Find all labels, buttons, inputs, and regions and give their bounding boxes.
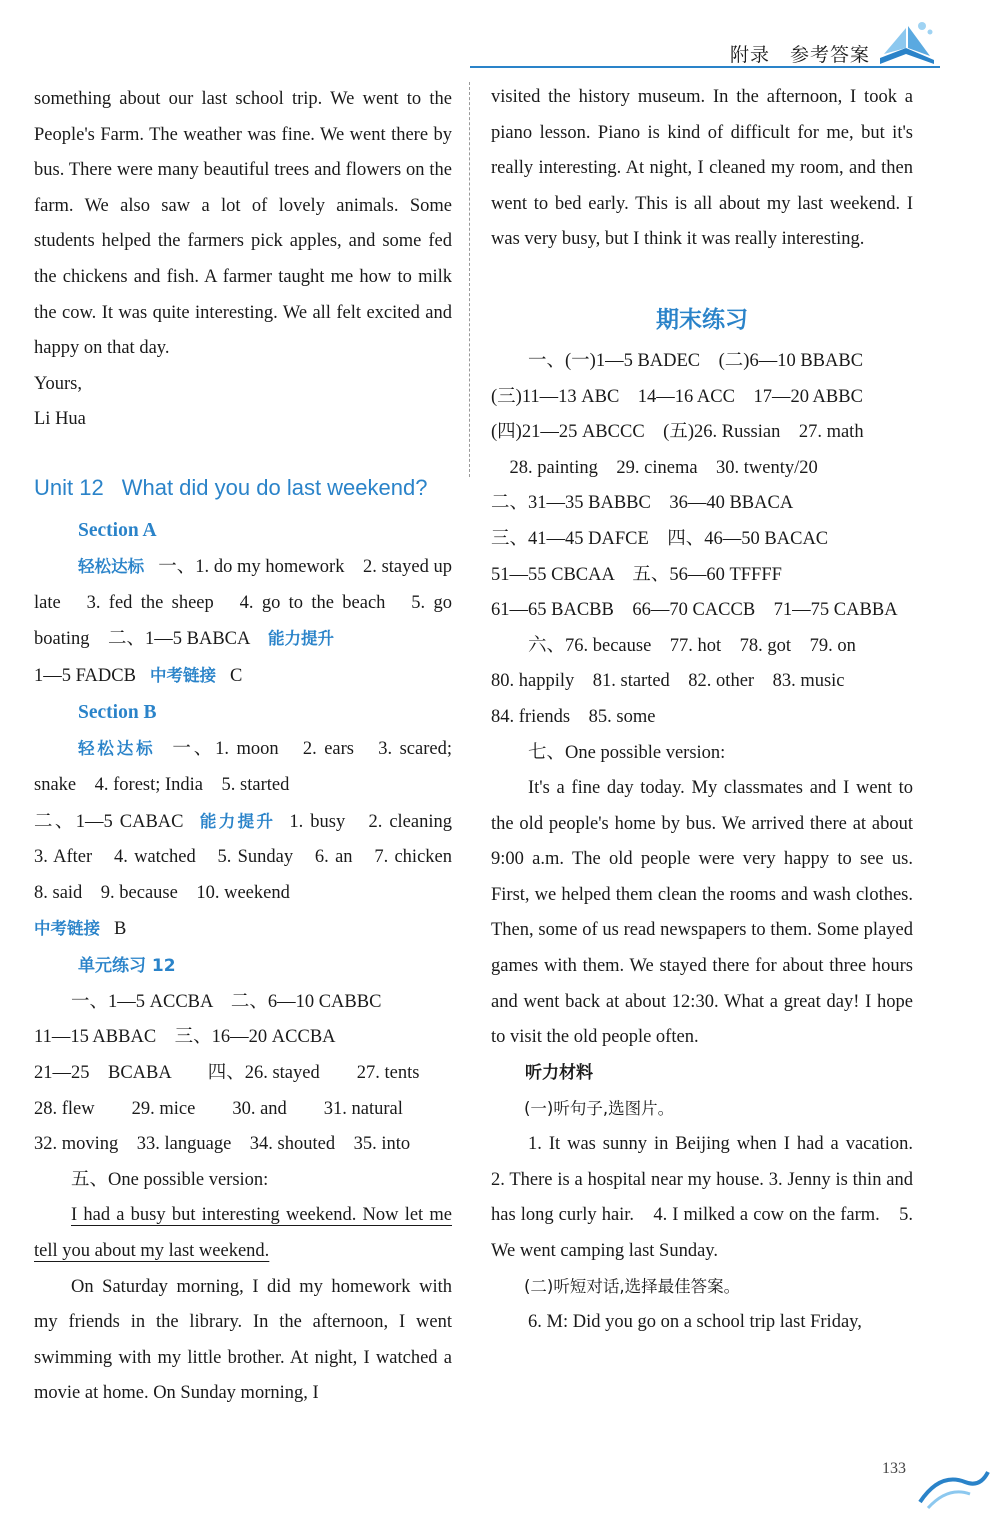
- section-a-ability-answers: 1—5 FADCB: [34, 665, 136, 686]
- final-answer-line: 80. happily 81. started 82. other 83. music: [491, 671, 845, 692]
- final-answer-line: (四)21—25 ABCCC (五)26. Russian 27. math: [491, 422, 864, 443]
- unit-title: [34, 468, 452, 508]
- page-header: [680, 18, 940, 68]
- listening-items: 1. It was sunny in Beijing when I had a vacation. 2. There is a hospital near my house. 3. Jenny is thin and has long curly hair. 4. I milked a cow on the farm. 5. We went camping last Sunday.: [491, 1134, 932, 1261]
- section-b-answers: 一、1. moon 2. ears 3. scared; snake 4. forest; India 5. started: [34, 739, 452, 795]
- tag-easy: 轻松达标: [78, 556, 145, 576]
- header-title: 附录 参考答案: [729, 44, 870, 66]
- tag-ability: 能力提升: [267, 629, 334, 649]
- essay-intro-text: I had a busy but interesting weekend. Now let me tell you about my last weekend.: [34, 1205, 452, 1262]
- essay-continuation: visited the history museum. In the afternoon, I took a piano lesson. Piano is kind of difficult for me, but it's really interesting. At night, I cleaned my room, and then went to bed early. This is all about my last weekend. I was very busy, but I think it was really interesting.: [491, 87, 913, 250]
- unit-practice-line: 11—15 ABBAC 三、16—20 ACCBA: [34, 1027, 336, 1048]
- letter-body: something about our last school trip. We went to the People's Farm. The weather was fine. We went there by bus. There were many beautiful trees and flowers on the farm. We also saw a lot of lovely animals. Some students helped the farmers pick apples, and some fed the chickens and fish. A farmer taught me how to milk the cow. It was quite interesting. We all felt excited and happy on that day.: [34, 89, 452, 359]
- section-b-exam-answer: B: [114, 919, 127, 940]
- section-a-title: Section A: [78, 519, 157, 541]
- section-a-answers: 一、1. do my homework 2. stayed up late 3. fed the sheep 4. go to the beach 5. go boating 二、1—5 BABCA: [34, 556, 452, 650]
- final-answer-line: (三)11—13 ABC 14—16 ACC 17—20 ABBC: [491, 386, 863, 407]
- section-a-line1: [34, 549, 452, 658]
- essay-label: 五、One possible version:: [71, 1169, 269, 1190]
- final-answer-line: 28. painting 29. cinema 30. twenty/20: [509, 457, 818, 478]
- essay-intro: [34, 1198, 452, 1269]
- section-b-ability-answers: 1. busy 2. cleaning 3. After 4. watched 5. Sunday 6. an 7. chicken 8. said 9. because 10. weekend: [34, 811, 471, 903]
- unit-practice-line: 28. flew 29. mice 30. and 31. natural: [34, 1098, 403, 1119]
- unit-practice-line: 32. moving 33. language 34. shouted 35. into: [34, 1134, 411, 1155]
- column-divider: [469, 82, 470, 477]
- page-number: 133: [882, 1460, 906, 1477]
- unit-number: Unit 12: [34, 474, 104, 500]
- final-answer-line: 61—65 BACBB 66—70 CACCB 71—75 CABBA: [491, 600, 898, 621]
- right-column: [491, 80, 932, 1341]
- tag-exam: 中考链接: [34, 919, 100, 939]
- listening-title: 听力材料: [525, 1062, 593, 1083]
- unit-practice-title: 单元练习 12: [78, 955, 176, 976]
- tag-exam: 中考链接: [149, 665, 216, 685]
- letter-closing: Yours,: [34, 373, 82, 394]
- final-answer-line: 一、(一)1—5 BADEC (二)6—10 BBABC: [528, 350, 864, 371]
- unit-practice-line: 一、1—5 ACCBA 二、6—10 CABBC: [71, 991, 382, 1012]
- section-a-exam-answer: C: [229, 665, 243, 686]
- left-column: [34, 82, 471, 1412]
- section-a-line3: [34, 658, 452, 695]
- section-b-line2: [34, 804, 471, 912]
- listening-part1: (一)听句子,选图片。: [524, 1099, 675, 1119]
- final-essay-body: It's a fine day today. My classmates and I went to the old people's home by bus. We arrived there at about 9:00 a.m. The old people were very happy to see us. First, we helped them clean the rooms and wash clothes. Then, some of us read newspapers to them. Some played games with them. We stayed there for about three hours and went back at about 12:30. What a great day! I hope to visit the old people often.: [491, 778, 913, 1048]
- section-b-line3: [34, 911, 452, 948]
- tag-easy: 轻松达标: [78, 739, 156, 759]
- section-b-line1: [34, 731, 452, 803]
- final-essay-label: 七、One possible version:: [528, 742, 726, 763]
- letter-signature: Li Hua: [34, 409, 86, 430]
- essay-body: On Saturday morning, I did my homework with my friends in the library. In the afternoon, I went swimming with my little brother. At night, I watched a movie at home. On Sunday morning, I: [34, 1276, 452, 1404]
- final-answer-line: 六、76. because 77. hot 78. got 79. on: [528, 635, 856, 656]
- final-answer-line: 二、31—35 BABBC 36—40 BBACA: [491, 493, 794, 514]
- section-b-title: Section B: [78, 702, 157, 724]
- unit-practice-line: 21—25 BCABA 四、26. stayed 27. tents: [34, 1063, 420, 1084]
- final-answer-line: 51—55 CBCAA 五、56—60 TFFFF: [491, 564, 782, 585]
- listening-part2: (二)听短对话,选择最佳答案。: [524, 1277, 741, 1297]
- unit-heading: What did you do last weekend?: [121, 474, 428, 500]
- final-answer-line: 84. friends 85. some: [491, 706, 656, 727]
- section-b-part2: 二、1—5 CABAC: [34, 811, 184, 832]
- header-rule: [470, 66, 940, 68]
- final-exam-title: 期末练习: [656, 306, 748, 333]
- book-icon: [876, 18, 940, 68]
- listening-q6: 6. M: Did you go on a school trip last Friday,: [528, 1312, 862, 1332]
- tag-ability: 能力提升: [197, 811, 276, 831]
- final-answer-line: 三、41—45 DAFCE 四、46—50 BACAC: [491, 528, 829, 549]
